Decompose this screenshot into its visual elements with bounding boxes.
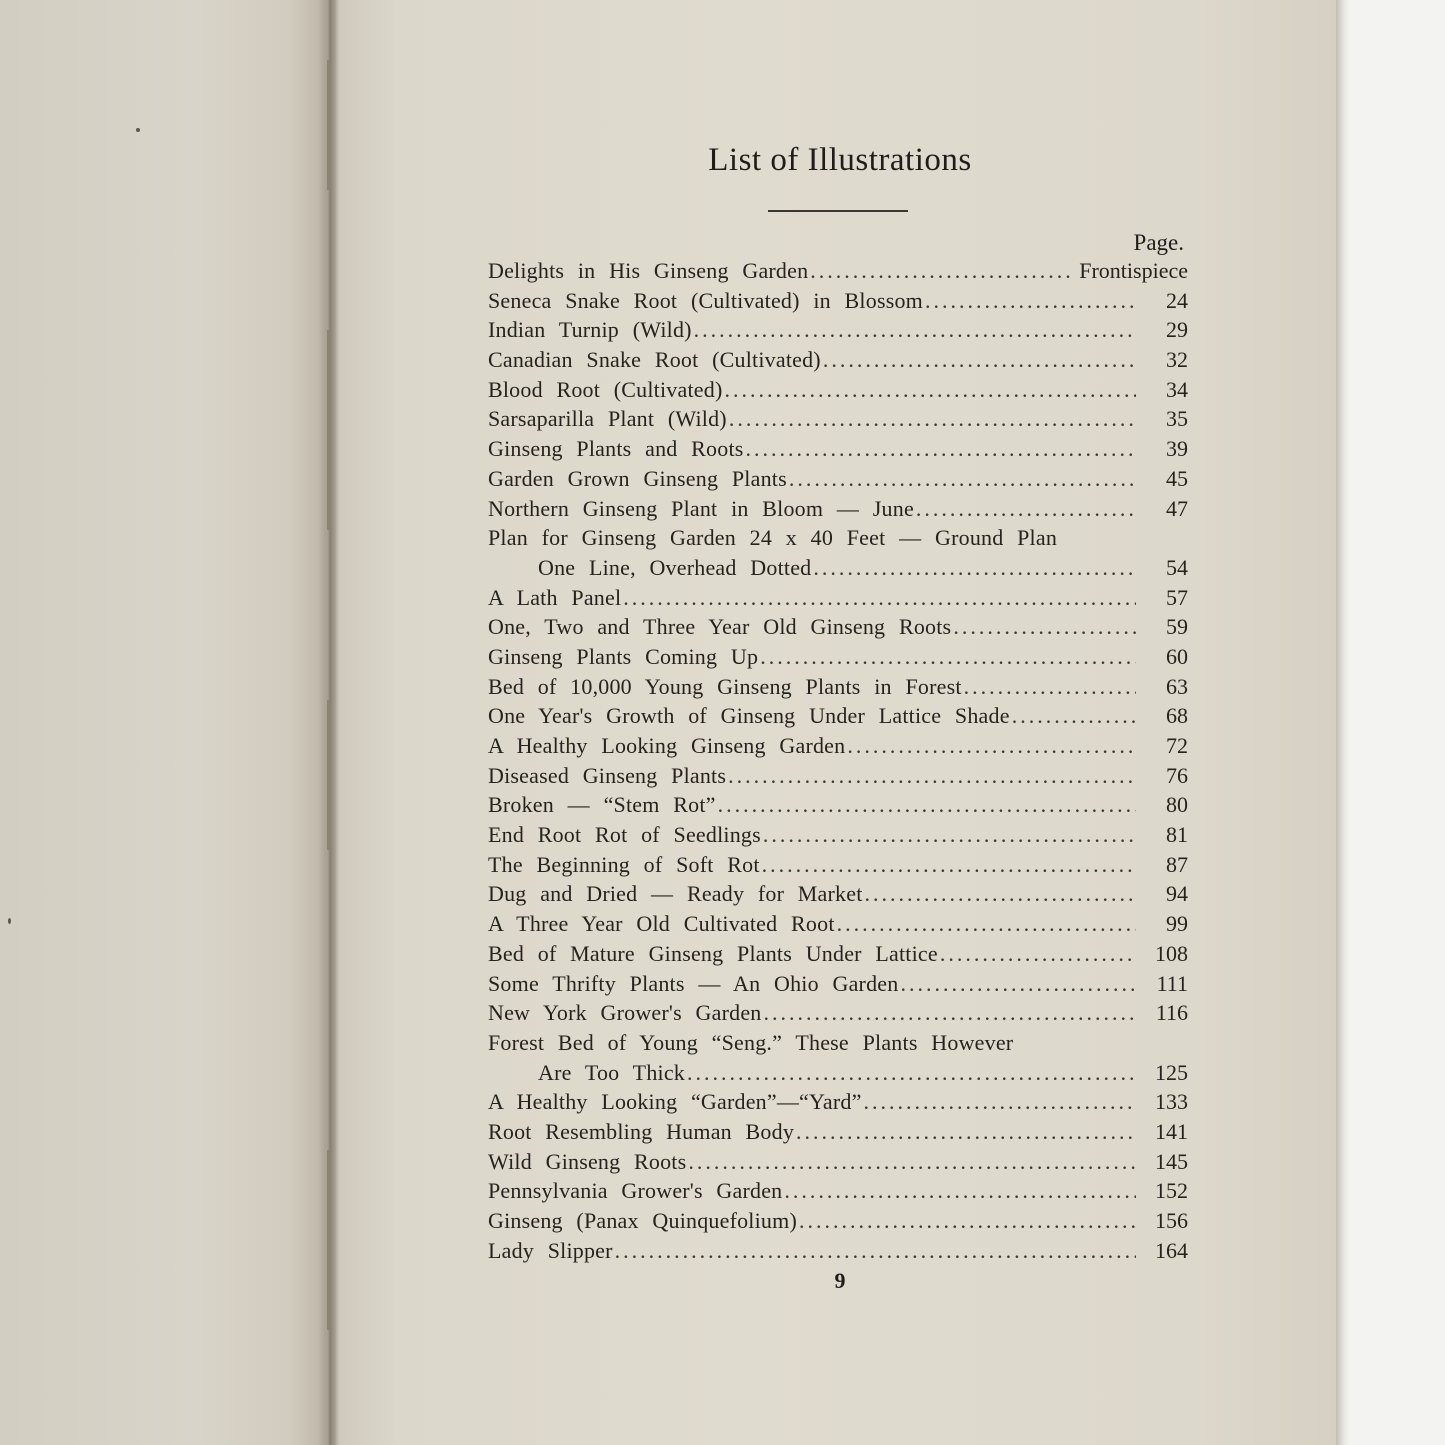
dot-leader [796, 1119, 1136, 1145]
toc-entry-page: 32 [1166, 347, 1188, 373]
toc-entry [488, 585, 1188, 615]
toc-entry-title: Lady Slipper [488, 1237, 613, 1263]
dot-leader [760, 644, 1136, 670]
toc-entry [488, 496, 1188, 526]
toc-entry [488, 1149, 1188, 1179]
toc-entry-page: 145 [1155, 1148, 1188, 1174]
toc-entry [488, 258, 1188, 288]
dot-leader [724, 377, 1136, 403]
dot-leader [688, 1149, 1136, 1175]
toc-entry [488, 1030, 1188, 1060]
left-page [0, 0, 352, 1445]
toc-entry-page: 57 [1166, 584, 1188, 610]
toc-entry-page: 116 [1155, 1000, 1188, 1026]
toc-entry-title: One Line, Overhead Dotted [538, 554, 812, 580]
illustrations-list [488, 258, 1188, 1267]
toc-entry [488, 525, 1188, 555]
toc-entry-title: A Healthy Looking “Garden”—“Yard” [488, 1089, 862, 1115]
toc-entry [488, 1119, 1188, 1149]
toc-entry-title: One, Two and Three Year Old Ginseng Roots [488, 614, 952, 640]
dot-leader [916, 496, 1136, 522]
toc-entry-title: Bed of Mature Ginseng Plants Under Lattice [488, 940, 938, 966]
toc-entry-title: Canadian Snake Root (Cultivated) [488, 347, 821, 373]
paper-speck [8, 918, 11, 924]
toc-entry-title: Plan for Ginseng Garden 24 x 40 Feet — Ground Plan [488, 525, 1058, 551]
toc-entry-page: 29 [1166, 317, 1188, 343]
toc-entry-title: Pennsylvania Grower's Garden [488, 1178, 783, 1204]
dot-leader [810, 258, 1073, 284]
toc-entry-title: Forest Bed of Young “Seng.” These Plants However [488, 1029, 1014, 1055]
toc-entry [488, 852, 1188, 882]
dot-leader [615, 1238, 1136, 1264]
toc-entry [488, 911, 1188, 941]
toc-entry-title: Delights in His Ginseng Garden [488, 258, 809, 283]
toc-entry [488, 1000, 1188, 1030]
toc-entry-page: 111 [1156, 970, 1188, 996]
toc-entry [488, 1089, 1188, 1119]
dot-leader [789, 466, 1136, 492]
toc-entry-title: Ginseng (Panax Quinquefolium) [488, 1208, 797, 1233]
paper-speck [136, 128, 140, 132]
toc-entry [488, 436, 1188, 466]
toc-entry [488, 1238, 1188, 1268]
page-edge [1336, 0, 1350, 1445]
toc-entry-page: 45 [1166, 465, 1188, 491]
toc-entry [488, 792, 1188, 822]
toc-entry [488, 971, 1188, 1001]
dot-leader [746, 436, 1136, 462]
binding-stitch [327, 1150, 330, 1330]
dot-leader [763, 822, 1136, 848]
toc-entry-title: Sarsaparilla Plant (Wild) [488, 406, 727, 432]
dot-leader [728, 763, 1136, 789]
toc-entry [488, 703, 1188, 733]
toc-entry-page: 80 [1166, 792, 1188, 818]
toc-entry-page: 60 [1166, 643, 1188, 669]
toc-entry-page: 164 [1155, 1237, 1188, 1263]
toc-entry-page: 87 [1166, 851, 1188, 877]
toc-entry-page: 35 [1166, 406, 1188, 432]
toc-entry [488, 1208, 1188, 1238]
dot-leader [865, 881, 1136, 907]
binding-stitch [327, 330, 330, 530]
toc-entry-title: Blood Root (Cultivated) [488, 376, 723, 402]
page-title: List of Illustrations [708, 142, 972, 178]
toc-entry-title: The Beginning of Soft Rot [488, 851, 760, 877]
toc-entry-title: A Lath Panel [488, 584, 622, 610]
toc-entry-page: 59 [1166, 614, 1188, 640]
dot-leader [837, 911, 1136, 937]
dot-leader [762, 852, 1136, 878]
toc-entry [488, 733, 1188, 763]
dot-leader [764, 1000, 1137, 1026]
toc-entry [488, 377, 1188, 407]
toc-entry-title: A Healthy Looking Ginseng Garden [488, 733, 846, 758]
toc-entry-page: 156 [1155, 1208, 1188, 1233]
toc-entry [488, 1178, 1188, 1208]
dot-leader [940, 941, 1136, 967]
toc-entry [488, 1060, 1188, 1090]
dot-leader [1012, 703, 1136, 729]
toc-entry-title: Diseased Ginseng Plants [488, 762, 727, 788]
toc-entry-page: 108 [1155, 940, 1188, 966]
toc-entry-title: Root Resembling Human Body [488, 1118, 795, 1144]
dot-leader [784, 1178, 1136, 1204]
toc-entry-page: 76 [1166, 762, 1188, 788]
toc-entry-page: 99 [1166, 911, 1188, 937]
toc-entry [488, 288, 1188, 318]
toc-entry [488, 822, 1188, 852]
dot-leader [964, 674, 1136, 700]
toc-entry-page: 152 [1155, 1178, 1188, 1204]
toc-entry-title: End Root Rot of Seedlings [488, 822, 761, 848]
toc-entry-title: New York Grower's Garden [488, 1000, 762, 1026]
toc-entry-page: 63 [1166, 673, 1188, 699]
toc-entry-page: 141 [1155, 1118, 1188, 1144]
dot-leader [900, 971, 1136, 997]
toc-entry-page: 94 [1166, 881, 1188, 907]
toc-entry-page: 54 [1166, 554, 1188, 580]
toc-entry-page: 81 [1166, 822, 1188, 848]
page-column-header: Page. [1133, 230, 1184, 255]
toc-entry-title: Some Thrifty Plants — An Ohio Garden [488, 970, 899, 996]
page-number: 9 [834, 1268, 846, 1293]
dot-leader [718, 792, 1136, 818]
dot-leader [813, 555, 1136, 581]
toc-entry [488, 466, 1188, 496]
toc-entry [488, 941, 1188, 971]
toc-entry-title: Northern Ginseng Plant in Bloom — June [488, 495, 914, 521]
toc-entry-page: 47 [1166, 495, 1188, 521]
toc-entry-title: Garden Grown Ginseng Plants [488, 465, 787, 491]
toc-entry [488, 674, 1188, 704]
toc-entry [488, 406, 1188, 436]
toc-entry-page: 133 [1155, 1089, 1188, 1115]
toc-entry-title: Dug and Dried — Ready for Market [488, 881, 863, 907]
toc-entry-page: 72 [1166, 733, 1188, 758]
toc-entry-title: One Year's Growth of Ginseng Under Lattice Shade [488, 703, 1010, 729]
dot-leader [953, 614, 1136, 640]
toc-entry-title: Wild Ginseng Roots [488, 1148, 687, 1174]
dot-leader [847, 733, 1136, 759]
toc-entry-title: Ginseng Plants Coming Up [488, 643, 759, 669]
dot-leader [687, 1060, 1136, 1086]
dot-leader [729, 406, 1136, 432]
toc-entry-page: 34 [1166, 376, 1188, 402]
toc-entry-title: Ginseng Plants and Roots [488, 436, 744, 462]
binding-stitch [327, 700, 330, 850]
toc-entry [488, 347, 1188, 377]
dot-leader [925, 288, 1136, 314]
toc-entry [488, 644, 1188, 674]
binding-stitch [327, 60, 330, 190]
title-rule [768, 210, 908, 212]
dot-leader [823, 347, 1136, 373]
toc-entry-page: Frontispiece [1079, 258, 1188, 283]
dot-leader [864, 1089, 1136, 1115]
toc-entry-page: 125 [1155, 1059, 1188, 1085]
toc-entry-title: Bed of 10,000 Young Ginseng Plants in Forest [488, 673, 962, 699]
toc-entry [488, 317, 1188, 347]
toc-entry-title: Indian Turnip (Wild) [488, 317, 692, 343]
toc-entry-page: 39 [1166, 436, 1188, 462]
dot-leader [694, 317, 1136, 343]
toc-entry-page: 68 [1166, 703, 1188, 729]
toc-entry-title: Are Too Thick [538, 1059, 686, 1085]
toc-entry [488, 881, 1188, 911]
toc-entry-title: Broken — “Stem Rot” [488, 792, 716, 818]
toc-entry-page: 24 [1166, 287, 1188, 313]
toc-entry-title: Seneca Snake Root (Cultivated) in Blossom [488, 287, 923, 313]
dot-leader [799, 1208, 1136, 1234]
dot-leader [623, 585, 1136, 611]
toc-entry [488, 555, 1188, 585]
toc-entry [488, 614, 1188, 644]
toc-entry-title: A Three Year Old Cultivated Root [488, 911, 835, 937]
toc-entry [488, 763, 1188, 793]
